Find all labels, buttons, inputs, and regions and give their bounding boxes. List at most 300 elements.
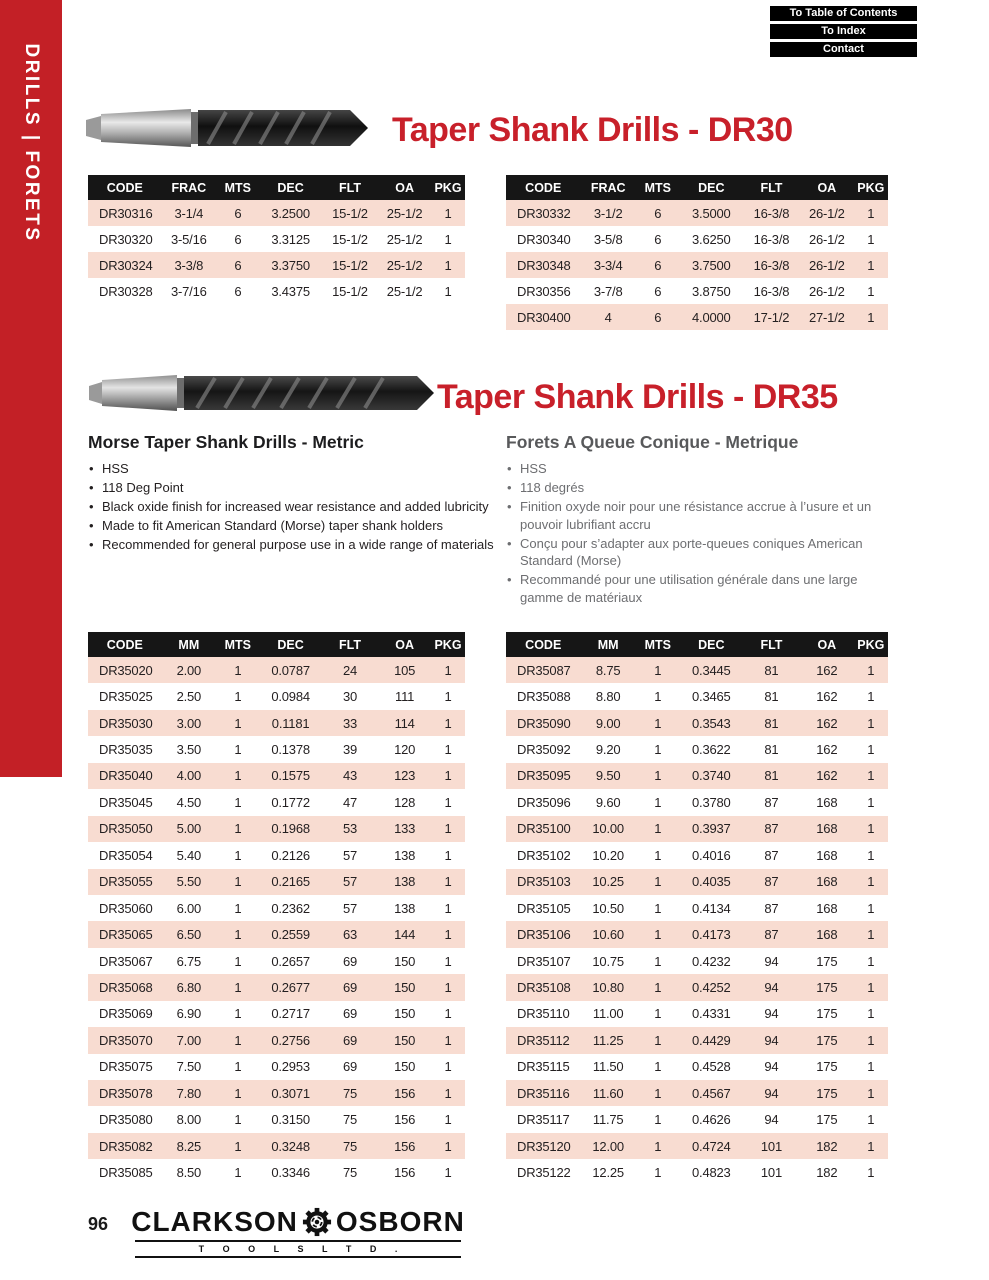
table-row <box>88 1054 465 1080</box>
column-header: MM <box>162 632 217 657</box>
table-cell: 1 <box>654 927 662 943</box>
table-cell: DR35115 <box>517 1059 570 1075</box>
table-row <box>506 1001 888 1027</box>
table-row <box>506 1133 888 1159</box>
table-cell: 1 <box>654 1032 662 1048</box>
table-row <box>88 763 465 789</box>
table-cell: DR35030 <box>99 715 153 731</box>
page-number: 96 <box>88 1214 109 1234</box>
column-header: FRAC <box>162 175 217 200</box>
table-cell: 15-1/2 <box>332 231 368 247</box>
table-row <box>88 789 465 815</box>
features-heading-english: Morse Taper Shank Drills - Metric <box>88 432 364 452</box>
bullet-item: • Recommended for general purpose use in a wide range of materials <box>88 536 500 554</box>
table-cell: 162 <box>816 742 838 758</box>
table-cell: 81 <box>764 715 779 731</box>
table-cell: DR30400 <box>517 309 571 325</box>
table-cell: 1 <box>867 979 875 995</box>
table-cell: 11.50 <box>592 1059 624 1075</box>
table-cell: 156 <box>394 1085 416 1101</box>
table-cell: 9.00 <box>595 715 621 731</box>
table-cell: 1 <box>654 742 662 758</box>
table-cell: 138 <box>394 847 416 863</box>
table-cell: 156 <box>394 1165 416 1181</box>
table-cell: 94 <box>764 979 779 995</box>
table-cell: 69 <box>342 1059 357 1075</box>
table-cell: 0.3465 <box>692 689 731 705</box>
column-header: FLT <box>322 175 379 200</box>
table-cell: 0.2677 <box>271 979 310 995</box>
table-cell: 9.20 <box>595 742 621 758</box>
table-row <box>506 921 888 947</box>
table-cell: 33 <box>342 715 357 731</box>
table-cell: 0.3248 <box>271 1138 310 1154</box>
table-cell: 0.4331 <box>692 1006 731 1022</box>
bullet-item: • Conçu pour s’adapter aux porte-queues coniques American Standard (Morse) <box>506 535 886 570</box>
column-header: FLT <box>743 175 800 200</box>
column-header: FLT <box>322 632 379 657</box>
table-header-row <box>506 175 888 200</box>
table-cell: 4.0000 <box>692 309 731 325</box>
table-cell: DR35107 <box>517 953 571 969</box>
table-cell: 69 <box>342 979 357 995</box>
table-row <box>506 710 888 736</box>
table-cell: 75 <box>342 1165 357 1181</box>
table-cell: 1 <box>654 1138 662 1154</box>
table-cell: 1 <box>234 1059 242 1075</box>
table-cell: 168 <box>816 794 838 810</box>
table-cell: 94 <box>764 1006 779 1022</box>
table-cell: 6 <box>234 283 242 299</box>
table-cell: 175 <box>816 1085 838 1101</box>
table-row <box>506 974 888 1000</box>
table-cell: 9.60 <box>595 794 621 810</box>
column-header: OA <box>800 175 853 200</box>
table-row <box>88 683 465 709</box>
table-cell: 3-7/16 <box>170 283 207 299</box>
table-cell: 1 <box>867 662 875 678</box>
column-header: MTS <box>636 175 680 200</box>
table-cell: 5.40 <box>176 847 202 863</box>
table-cell: 175 <box>816 1059 838 1075</box>
table-row <box>88 948 465 974</box>
column-header: OA <box>800 632 853 657</box>
column-header: MTS <box>636 632 680 657</box>
table-cell: 27-1/2 <box>808 309 845 325</box>
table-cell: 3-7/8 <box>593 283 623 299</box>
table-cell: 168 <box>816 821 838 837</box>
table-cell: 87 <box>764 927 779 943</box>
table-cell: 1 <box>444 979 452 995</box>
table-cell: DR35082 <box>99 1138 153 1154</box>
table-cell: 0.1378 <box>271 742 310 758</box>
table-row <box>88 252 465 278</box>
table-cell: 150 <box>394 1032 416 1048</box>
drill-photo-dr35 <box>88 370 435 416</box>
table-cell: 15-1/2 <box>332 205 368 221</box>
table-cell: 168 <box>816 874 838 890</box>
table-cell: DR35045 <box>99 794 153 810</box>
table-cell: 1 <box>234 662 242 678</box>
column-header: CODE <box>506 632 580 657</box>
table-row <box>506 252 888 278</box>
table-cell: 8.80 <box>595 689 621 705</box>
table-row <box>506 1080 888 1106</box>
table-cell: 1 <box>444 1112 452 1128</box>
table-cell: 101 <box>760 1165 782 1181</box>
table-cell: 0.1772 <box>271 794 310 810</box>
table-cell: DR35065 <box>99 927 153 943</box>
table-cell: 182 <box>816 1165 838 1181</box>
table-cell: 0.3150 <box>271 1112 310 1128</box>
table-dr35-right <box>506 632 888 1186</box>
table-cell: 6.00 <box>176 900 202 916</box>
table-cell: 11.60 <box>592 1085 624 1101</box>
column-header: OA <box>378 175 431 200</box>
table-row <box>88 736 465 762</box>
table-row <box>88 842 465 868</box>
table-cell: 1 <box>444 1006 452 1022</box>
table-cell: 1 <box>867 205 875 221</box>
table-cell: 1 <box>867 1165 875 1181</box>
table-cell: 114 <box>394 715 415 731</box>
table-cell: DR35078 <box>99 1085 153 1101</box>
table-cell: 162 <box>816 662 838 678</box>
brand-logo <box>131 1206 465 1258</box>
nav-button-table-of-contents[interactable]: To Table of Contents <box>770 6 917 21</box>
table-cell: 0.4173 <box>692 927 731 943</box>
table-cell: 8.25 <box>176 1138 202 1154</box>
table-cell: 1 <box>654 768 662 784</box>
bullet-item: • 118 Deg Point <box>88 479 500 497</box>
table-cell: 1 <box>444 1165 452 1181</box>
table-cell: 87 <box>764 847 779 863</box>
table-row <box>88 895 465 921</box>
table-cell: DR35105 <box>517 900 571 916</box>
table-cell: 3.4375 <box>271 283 310 299</box>
bullet-item: • Finition oxyde noir pour une résistance accrue à l’usure et un pouvoir lubrifiant accru <box>506 498 886 533</box>
column-header: PKG <box>854 175 888 200</box>
table-cell: 69 <box>342 1006 357 1022</box>
table-cell: 0.4252 <box>692 979 731 995</box>
table-cell: 0.3071 <box>271 1085 310 1101</box>
table-cell: 0.2756 <box>271 1032 310 1048</box>
table-cell: 4 <box>604 309 612 325</box>
table-cell: DR35108 <box>517 979 571 995</box>
drill-photo-dr30 <box>85 103 370 153</box>
table-cell: 3-3/4 <box>593 257 623 273</box>
table-cell: 150 <box>394 979 416 995</box>
table-cell: DR35080 <box>99 1112 153 1128</box>
table-cell: 57 <box>342 900 357 916</box>
table-cell: 3.3750 <box>271 257 310 273</box>
table-row <box>506 816 888 842</box>
table-cell: 0.3740 <box>692 768 731 784</box>
table-cell: 1 <box>444 1138 452 1154</box>
table-cell: 1 <box>654 1006 662 1022</box>
table-cell: 162 <box>816 768 838 784</box>
table-cell: 1 <box>867 231 875 247</box>
table-cell: 1 <box>867 283 875 299</box>
table-cell: 1 <box>867 821 875 837</box>
table-cell: 1 <box>444 715 452 731</box>
table-row <box>506 304 888 330</box>
table-cell: 0.2717 <box>271 1006 310 1022</box>
table-cell: 1 <box>234 689 242 705</box>
table-cell: 156 <box>394 1112 416 1128</box>
table-cell: 16-3/8 <box>753 257 790 273</box>
table-cell: 1 <box>654 1059 662 1075</box>
table-cell: 5.50 <box>176 874 202 890</box>
table-row <box>88 200 465 226</box>
nav-button-index[interactable]: To Index <box>770 24 917 39</box>
table-cell: 81 <box>764 742 779 758</box>
table-cell: 162 <box>816 715 838 731</box>
table-cell: 1 <box>444 689 452 705</box>
table-cell: 0.3937 <box>692 821 731 837</box>
table-cell: 26-1/2 <box>808 283 845 299</box>
table-cell: 1 <box>867 1085 875 1101</box>
table-cell: 1 <box>867 794 875 810</box>
table-cell: DR35100 <box>517 821 571 837</box>
table-cell: 1 <box>867 715 875 731</box>
table-cell: 57 <box>342 874 357 890</box>
table-cell: 0.2953 <box>271 1059 310 1075</box>
table-cell: DR30340 <box>517 231 571 247</box>
table-cell: 16-3/8 <box>753 283 790 299</box>
table-cell: 16-3/8 <box>753 231 790 247</box>
table-cell: 175 <box>816 1112 838 1128</box>
table-cell: 1 <box>234 742 242 758</box>
table-cell: 1 <box>867 1006 875 1022</box>
table-header-row <box>88 175 465 200</box>
table-cell: 1 <box>444 874 452 890</box>
table-cell: 26-1/2 <box>808 205 845 221</box>
table-cell: 1 <box>867 742 875 758</box>
table-cell: 0.1968 <box>271 821 310 837</box>
table-row <box>506 200 888 226</box>
table-cell: 6 <box>234 231 242 247</box>
table-row <box>506 1159 888 1185</box>
table-cell: DR30332 <box>517 205 571 221</box>
nav-button-contact[interactable]: Contact <box>770 42 917 57</box>
table-cell: 0.3543 <box>692 715 731 731</box>
table-cell: 3.6250 <box>692 231 731 247</box>
table-cell: 6 <box>654 231 662 247</box>
table-cell: DR35075 <box>99 1059 153 1075</box>
table-cell: 6 <box>654 309 662 325</box>
table-cell: 0.2126 <box>271 847 310 863</box>
table-cell: 0.2362 <box>271 900 310 916</box>
table-row <box>506 683 888 709</box>
table-cell: 1 <box>444 821 452 837</box>
table-cell: 1 <box>234 715 242 731</box>
table-row <box>88 1027 465 1053</box>
table-cell: 0.1181 <box>271 715 310 731</box>
table-cell: 9.50 <box>595 768 621 784</box>
table-cell: 1 <box>234 847 242 863</box>
column-header: DEC <box>260 175 322 200</box>
table-cell: 10.75 <box>592 953 624 969</box>
column-header: PKG <box>854 632 888 657</box>
column-header: DEC <box>260 632 322 657</box>
table-cell: 10.50 <box>592 900 624 916</box>
table-cell: 11.75 <box>592 1112 624 1128</box>
table-cell: DR30316 <box>99 205 153 221</box>
table-row <box>506 278 888 304</box>
table-cell: 10.60 <box>592 927 624 943</box>
table-cell: 1 <box>234 927 242 943</box>
table-cell: 1 <box>654 715 662 731</box>
table-cell: 3.2500 <box>271 205 310 221</box>
table-cell: DR35055 <box>99 874 153 890</box>
table-cell: DR35088 <box>517 689 571 705</box>
table-cell: 75 <box>342 1138 357 1154</box>
table-cell: DR35092 <box>517 742 571 758</box>
table-cell: 1 <box>654 1112 662 1128</box>
table-cell: 175 <box>816 979 838 995</box>
table-cell: 0.4016 <box>692 847 731 863</box>
table-cell: DR35106 <box>517 927 571 943</box>
column-header: DEC <box>680 175 743 200</box>
table-row <box>88 816 465 842</box>
table-cell: 1 <box>444 847 452 863</box>
table-row <box>506 869 888 895</box>
table-cell: 1 <box>654 900 662 916</box>
table-cell: DR35085 <box>99 1165 153 1181</box>
table-dr35-left <box>88 632 465 1186</box>
table-cell: 156 <box>394 1138 416 1154</box>
table-cell: 3.8750 <box>692 283 731 299</box>
table-cell: DR30348 <box>517 257 571 273</box>
table-row <box>88 1133 465 1159</box>
column-header: MTS <box>216 175 259 200</box>
table-cell: DR35067 <box>99 953 153 969</box>
column-header: MM <box>580 632 635 657</box>
sidebar-tab <box>0 0 62 777</box>
table-cell: 87 <box>764 821 779 837</box>
table-cell: DR35087 <box>517 662 571 678</box>
table-cell: 47 <box>342 794 357 810</box>
table-cell: 0.4134 <box>692 900 731 916</box>
table-cell: 6 <box>234 257 242 273</box>
table-cell: DR35112 <box>517 1032 570 1048</box>
table-row <box>88 1001 465 1027</box>
table-cell: 3.7500 <box>692 257 731 273</box>
table-row <box>88 1159 465 1185</box>
table-cell: 6.90 <box>176 1006 202 1022</box>
table-cell: 150 <box>394 953 416 969</box>
table-cell: 6 <box>654 257 662 273</box>
table-cell: 57 <box>342 847 357 863</box>
table-cell: DR35025 <box>99 689 153 705</box>
table-cell: 0.4567 <box>692 1085 731 1101</box>
section-title-dr30: Taper Shank Drills - DR30 <box>392 111 793 149</box>
column-header: FRAC <box>580 175 635 200</box>
table-cell: DR35095 <box>517 768 571 784</box>
table-cell: 87 <box>764 794 779 810</box>
table-cell: 1 <box>444 794 452 810</box>
column-header: PKG <box>431 632 465 657</box>
table-row <box>506 1027 888 1053</box>
nav-buttons <box>770 6 917 60</box>
table-cell: 25-1/2 <box>386 257 423 273</box>
table-cell: 0.0787 <box>271 662 310 678</box>
table-row <box>506 1106 888 1132</box>
table-cell: 24 <box>342 662 357 678</box>
table-cell: 0.3780 <box>692 794 731 810</box>
column-header: CODE <box>88 632 162 657</box>
table-cell: 25-1/2 <box>386 283 423 299</box>
table-cell: 7.50 <box>176 1059 202 1075</box>
table-cell: 25-1/2 <box>386 231 423 247</box>
table-cell: 0.3346 <box>271 1165 310 1181</box>
features-heading-french: Forets A Queue Conique - Metrique <box>506 432 799 452</box>
table-cell: 0.2657 <box>271 953 310 969</box>
column-header: OA <box>378 632 431 657</box>
table-cell: 1 <box>234 900 242 916</box>
table-cell: 1 <box>867 309 875 325</box>
table-cell: 168 <box>816 927 838 943</box>
table-cell: 150 <box>394 1006 416 1022</box>
table-cell: 94 <box>764 953 779 969</box>
table-row <box>506 948 888 974</box>
table-cell: 69 <box>342 1032 357 1048</box>
table-cell: 1 <box>444 900 452 916</box>
table-cell: 94 <box>764 1032 779 1048</box>
bullet-item: • Made to fit American Standard (Morse) taper shank holders <box>88 517 500 535</box>
brand-subtitle: T O O L S L T D . <box>135 1240 461 1258</box>
table-cell: DR35068 <box>99 979 153 995</box>
table-row <box>506 842 888 868</box>
table-cell: 53 <box>342 821 357 837</box>
table-cell: DR30320 <box>99 231 153 247</box>
table-cell: 175 <box>816 953 838 969</box>
table-cell: DR35103 <box>517 874 571 890</box>
table-cell: 1 <box>867 927 875 943</box>
table-cell: 175 <box>816 1006 838 1022</box>
table-cell: 101 <box>760 1138 782 1154</box>
table-cell: 1 <box>234 1085 242 1101</box>
table-row <box>88 869 465 895</box>
table-cell: 10.20 <box>592 847 624 863</box>
table-cell: 1 <box>654 847 662 863</box>
table-cell: 1 <box>654 662 662 678</box>
table-cell: 0.4232 <box>692 953 731 969</box>
table-cell: 1 <box>867 1032 875 1048</box>
table-cell: 1 <box>444 953 452 969</box>
table-cell: 138 <box>394 874 416 890</box>
table-cell: DR35050 <box>99 821 153 837</box>
table-cell: 4.50 <box>176 794 202 810</box>
table-cell: 1 <box>234 1006 242 1022</box>
table-row <box>88 226 465 252</box>
table-cell: 1 <box>444 662 452 678</box>
table-cell: 3-5/8 <box>593 231 623 247</box>
table-cell: 0.4429 <box>692 1032 731 1048</box>
table-cell: 6.80 <box>176 979 202 995</box>
table-cell: 0.2559 <box>271 927 310 943</box>
table-cell: 0.4724 <box>692 1138 731 1154</box>
table-cell: 1 <box>867 257 875 273</box>
table-cell: DR35120 <box>517 1138 571 1154</box>
table-cell: 26-1/2 <box>808 257 845 273</box>
table-row <box>88 921 465 947</box>
column-header: PKG <box>431 175 465 200</box>
table-cell: 94 <box>764 1112 779 1128</box>
table-cell: 144 <box>394 927 416 943</box>
table-cell: DR30328 <box>99 283 153 299</box>
